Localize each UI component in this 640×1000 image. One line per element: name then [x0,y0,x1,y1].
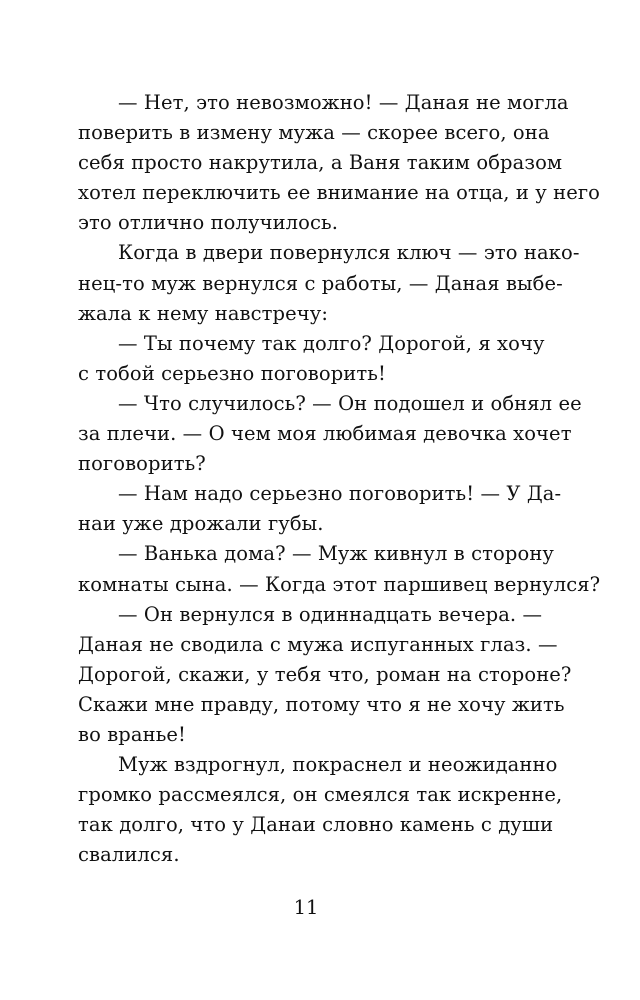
text-line: за плечи. — О чем моя любимая девочка хочет [78,422,572,446]
text-line: жала к нему навстречу: [78,301,329,325]
text-line: комнаты сына. — Когда этот паршивец вернулся? [78,572,601,596]
text-line: наи уже дрожали губы. [78,512,324,536]
text-line: поверить в измену мужа — скорее всего, она [78,121,550,145]
text-line: Муж вздрогнул, покраснел и неожиданно [118,753,558,777]
text-line: Даная не сводила с мужа испуганных глаз. — [78,632,558,656]
text-line: себя просто накрутила, а Ваня таким образом [78,151,563,175]
text-line: свалился. [78,843,180,867]
text-line: — Ты почему так долго? Дорогой, я хочу [118,331,545,355]
page-number: 11 [293,896,319,919]
body-text [78,88,601,870]
text-line: с тобой серьезно поговорить! [78,361,386,385]
text-line: Скажи мне правду, потому что я не хочу жить [78,692,565,716]
text-line: — Что случилось? — Он подошел и обнял ее [118,391,582,415]
text-line: — Нам надо серьезно поговорить! — У Да- [118,482,562,506]
text-line: это отлично получилось. [78,211,339,235]
text-line: Когда в двери повернулся ключ — это нако- [118,241,580,265]
text-line: так долго, что у Данаи словно камень с души [78,813,554,837]
text-line: нец-то муж вернулся с работы, — Даная выбе- [78,271,563,295]
text-line: — Ванька дома? — Муж кивнул в сторону [118,542,554,566]
text-line: во вранье! [78,722,186,746]
text-line: — Он вернулся в одиннадцать вечера. — [118,602,543,626]
text-line: громко рассмеялся, он смеялся так искренне, [78,783,563,807]
text-line: — Нет, это невозможно! — Даная не могла [118,91,569,114]
text-line: поговорить? [78,452,206,476]
text-line: Дорогой, скажи, у тебя что, роман на стороне? [78,662,572,686]
text-line: хотел переключить ее внимание на отца, и у него [78,181,601,205]
